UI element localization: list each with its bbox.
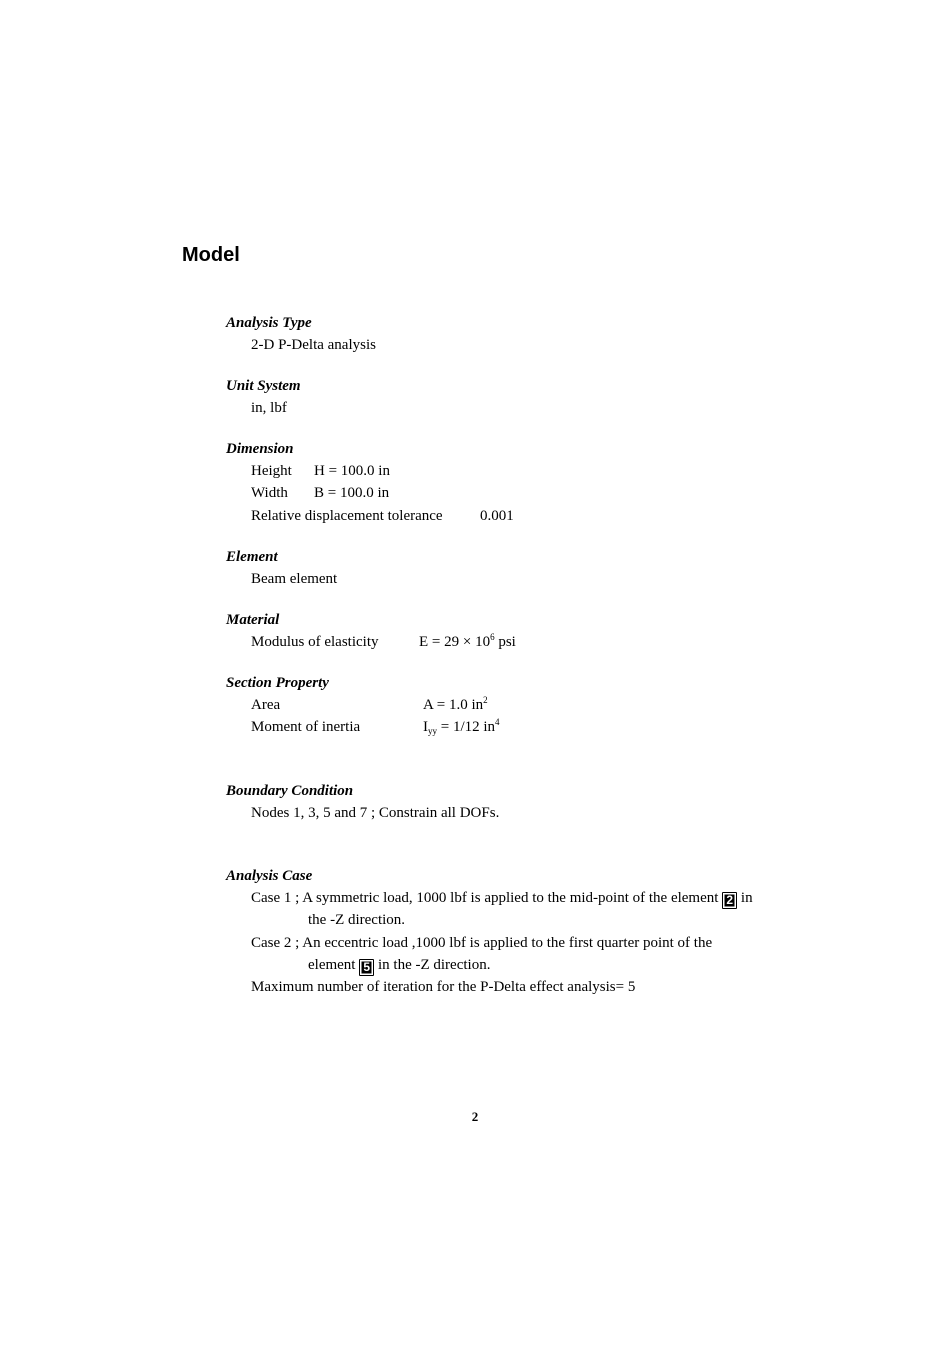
dimension-height-row <box>251 461 551 481</box>
material-title: Material <box>226 612 280 628</box>
analysis-type-title: Analysis Type <box>226 315 312 331</box>
element-5-badge: 5 <box>359 959 374 976</box>
case1-continuation: the -Z direction. <box>308 912 406 928</box>
element-2-badge: 2 <box>722 892 737 909</box>
section-area-row <box>251 695 571 715</box>
tolerance-value: 0.001 <box>480 508 514 524</box>
section-inertia-row <box>251 717 571 737</box>
modulus-label: Modulus of elasticity <box>251 634 379 650</box>
element-value: Beam element <box>251 571 338 587</box>
height-label: Height <box>251 463 292 479</box>
max-iteration-line: Maximum number of iteration for the P-Delta effect analysis= 5 <box>251 979 636 995</box>
analysis-type-value: 2-D P-Delta analysis <box>251 337 376 353</box>
element-title: Element <box>226 549 278 565</box>
case2-line: Case 2 ; An eccentric load ,1000 lbf is applied to the first quarter point of the <box>251 935 713 951</box>
inertia-label: Moment of inertia <box>251 719 361 735</box>
area-value: A = 1.0 $in^2$ <box>423 695 488 713</box>
case1-line: Case 1 ; A symmetric load, 1000 lbf is applied to the mid-point of the element 2 in <box>251 890 753 907</box>
page-heading: Model <box>182 244 240 266</box>
analysis-case-title: Analysis Case <box>226 868 313 884</box>
width-value: B = 100.0 in <box>314 485 390 501</box>
height-value: H = 100.0 in <box>314 463 390 479</box>
boundary-condition-title: Boundary Condition <box>226 783 354 799</box>
dimension-tolerance-row <box>251 506 551 526</box>
inertia-value: $I_{yy} = 1/12$ $in^4$ <box>423 717 500 736</box>
page-number: 2 <box>471 1109 479 1124</box>
tolerance-label: Relative displacement tolerance <box>251 508 443 524</box>
case2-continuation: element 5 in the -Z direction. <box>308 957 491 974</box>
dimension-width-row <box>251 483 551 503</box>
width-label: Width <box>251 485 288 501</box>
unit-system-value: in, lbf <box>251 400 287 416</box>
modulus-value: $E = 29 \times 10^6$ psi <box>419 632 516 650</box>
unit-system-title: Unit System <box>226 378 301 394</box>
area-label: Area <box>251 697 281 713</box>
material-modulus-row <box>251 632 571 652</box>
boundary-condition-value: Nodes 1, 3, 5 and 7 ; Constrain all DOFs. <box>251 805 500 821</box>
section-property-title: Section Property <box>226 675 329 691</box>
dimension-title: Dimension <box>226 441 294 457</box>
